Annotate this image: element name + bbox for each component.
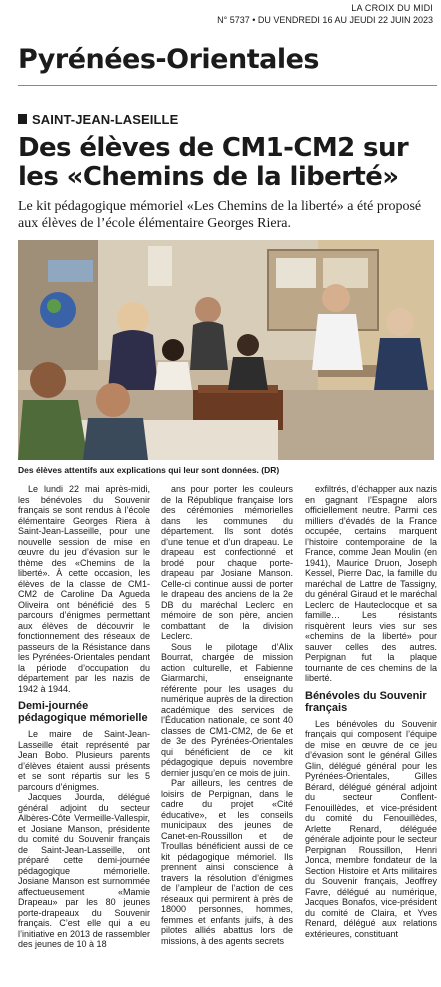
article-column-1 [18, 484, 150, 950]
photo-caption: Des élèves attentifs aux explications qui leur sont données. (DR) [18, 465, 280, 475]
article-photo [18, 240, 434, 460]
section-rubric: Pyrénées-Orientales [18, 44, 319, 75]
paragraph: ans pour porter les couleurs de la République française lors des cérémonies mémorielles dans les communes du département. Ils sont dotés d’une tenue et d’un drapeau. Le drapeau est confectionné et brodé pour chaque porte-drapeau par Josiane Manson. Celle-ci continue aussi de porter le drapeau des anciens de la 2e DB du maréchal Leclerc en mémoire de son père, ancien combattant de la division Leclerc. [161, 484, 293, 641]
subheading: Bénévoles du Souvenir français [305, 689, 427, 714]
article-column-2 [161, 484, 293, 946]
article-column-3 [305, 484, 437, 939]
divider [18, 85, 437, 86]
masthead [217, 3, 433, 25]
paragraph: Sous le pilotage d’Alix Bourrat, chargée de mission action culturelle, et Fabienne Giarmarchi, enseignante référente pour les usages du numérique auprès de la direction académique des services de l’Éducation nationale, ce sont 40 classes de CM1-CM2, de 6e et de 3e des Pyrénées-Orientales qui bénéficient de ce kit pédagogique depuis novembre dernier jusqu’en ce mois de juin. [161, 641, 293, 778]
subheading: Demi-journée pédagogique mémorielle [18, 700, 148, 724]
paragraph: Les bénévoles du Souvenir français qui composent l’équipe de mise en œuvre de ce jeu d’évasion sont le général Gilles Glin, délégué général pour les Pyrénées-Orientales, Gilles Bérard, délégué général adjoint du secteur Conflent-Fenouillèdes, et vice-président du comité du Fenouillèdes, Arlette Renard, déléguée générale adjointe pour le secteur Perpignan Roussillon, Henri Jonca, membre fondateur de la Section Histoire et Arts militaires du Souvenir français, Jeoffrey Favre, délégué au numérique, Jacques Bonafos, vice-président du comité de Claira, et Yves Renard, délégué aux relations extérieures, constituant [305, 718, 437, 939]
kicker-text: SAINT-JEAN-LASEILLE [32, 112, 179, 127]
paragraph: Jacques Jourda, délégué général adjoint du secteur Albères-Côte Vermeille-Vallespir, et Josiane Manson, présidente du comité du Souvenir français de Saint-Jean-Lasseille, ont préparé cette demi-journée pédagogique mémorielle. Josiane Manson est surnommée affectueusement «Mamie Drapeau» par les 80 jeunes porte-drapeaux du Souvenir français. C’est elle qui a eu l’initiative en 2013 de rassembler des jeunes de 10 à 18 [18, 792, 150, 949]
issue-line: N° 5737 • DU VENDREDI 16 AU JEUDI 22 JUIN 2023 [217, 15, 433, 25]
paragraph: exfiltrés, d’échapper aux nazis en gagnant l’Espagne alors officiellement neutre. Parmi ces milliers d’évadés de la France occupée, certains marquent l’histoire contemporaine de la France, comme Jean Moulin (en 1941), Maurice Druon, Joseph Kessel, Pierre Dac, la famille du maréchal de Lattre de Tassigny, du général Giraud et le maréchal Leclerc de Hauteclocque et sa famille… Les résistants risquèrent leurs vies sur ses «chemins de la liberté» pour sauver celles des autres. Perpignan fut la plaque tournante de ces chemins de la liberté. [305, 484, 437, 683]
kicker [18, 112, 178, 127]
paragraph: Le lundi 22 mai après-midi, les bénévoles du Souvenir français se sont rendus à l’école élémentaire Georges Riera à Saint-Jean-Lasseille, pour une nouvelle session de mise en œuvre du jeu d’évasion sur le thème des «Chemins de la liberté». À cette occasion, les élèves de la classe de CM1-CM2 de Caroline Da Agueda Oliveira ont bénéficié des 5 parcours d’énigmes permettant aux élèves de découvrir le fonctionnement des réseaux de passeurs de la Résistance dans les Pyrénées-Orientales pendant la période d’occupation du département par les nazis de 1942 à 1944. [18, 484, 150, 694]
headline: Des élèves de CM1-CM2 sur les «Chemins de la liberté» [18, 133, 409, 192]
standfirst: Le kit pédagogique mémoriel «Les Chemins de la liberté» a été proposé aux élèves de l’école élémentaire Georges Riera. [18, 199, 422, 231]
square-bullet-icon [18, 114, 27, 124]
newspaper-name: LA CROIX DU MIDI [351, 3, 433, 13]
paragraph: Le maire de Saint-Jean-Lasseille était représenté par Jean Bobo. Plusieurs parents d’élèves étaient aussi présents et se sont répartis sur les 5 parcours d’énigmes. [18, 729, 150, 792]
paragraph: Par ailleurs, les centres de loisirs de Perpignan, dans le cadre du projet «Cité éducative», et les conseils municipaux des jeunes de Canet-en-Roussillon et de Troullas bénéficient aussi de ce kit pédagogique mémoriel. Ils prennent ainsi conscience à travers la résolution d’énigmes de l’ampleur de l’action de ces réseaux qui permirent à près de 18000 personnes, hommes, femmes et enfants juifs, à des pilotes alliés abattus lors de missions, à des agents secrets [161, 778, 293, 946]
